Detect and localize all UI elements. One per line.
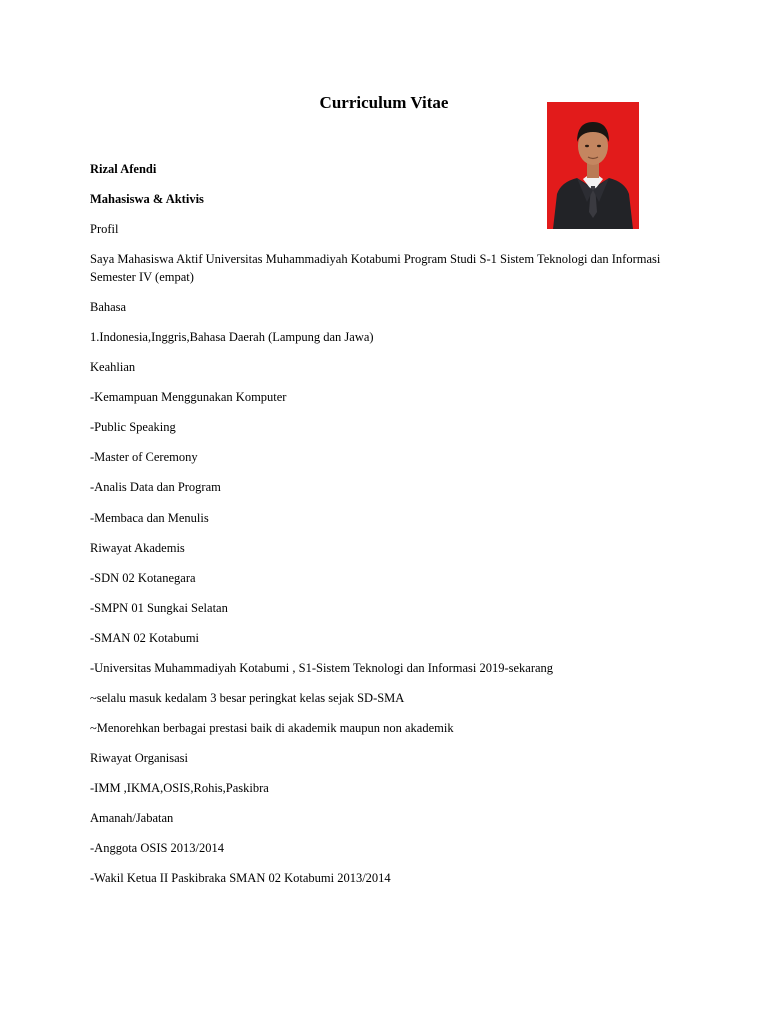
organization-heading: Riwayat Organisasi <box>90 751 189 765</box>
person-name: Rizal Afendi <box>90 162 157 176</box>
position-item: -Anggota OSIS 2013/2014 <box>90 841 225 855</box>
skill-item: -Kemampuan Menggunakan Komputer <box>90 390 287 404</box>
position-item: -Wakil Ketua II Paskibraka SMAN 02 Kotabumi 2013/2014 <box>90 871 391 885</box>
person-role: Mahasiswa & Aktivis <box>90 192 204 206</box>
position-heading: Amanah/Jabatan <box>90 811 174 825</box>
academic-item: -Universitas Muhammadiyah Kotabumi , S1-Sistem Teknologi dan Informasi 2019-sekarang <box>90 661 554 675</box>
profile-heading: Profil <box>90 222 119 236</box>
organization-text: -IMM ,IKMA,OSIS,Rohis,Paskibra <box>90 781 269 795</box>
document-title: Curriculum Vitae <box>319 93 449 112</box>
skill-item: -Analis Data dan Program <box>90 480 221 494</box>
skill-item: -Public Speaking <box>90 420 176 434</box>
person-portrait-icon <box>547 102 639 229</box>
profile-photo <box>547 102 639 229</box>
academic-heading: Riwayat Akademis <box>90 541 185 555</box>
skill-item: -Membaca dan Menulis <box>90 511 209 525</box>
academic-item: -SMPN 01 Sungkai Selatan <box>90 601 228 615</box>
academic-item: ~selalu masuk kedalam 3 besar peringkat kelas sejak SD-SMA <box>90 691 405 705</box>
language-text: 1.Indonesia,Inggris,Bahasa Daerah (Lampung dan Jawa) <box>90 330 374 344</box>
skills-heading: Keahlian <box>90 360 136 374</box>
language-heading: Bahasa <box>90 300 127 314</box>
profile-text: Saya Mahasiswa Aktif Universitas Muhammadiyah Kotabumi Program Studi S-1 Sistem Teknologi dan Informasi Semester IV (empat) <box>90 252 661 284</box>
academic-item: -SDN 02 Kotanegara <box>90 571 196 585</box>
academic-item: -SMAN 02 Kotabumi <box>90 631 200 645</box>
skill-item: -Master of Ceremony <box>90 450 198 464</box>
academic-item: ~Menorehkan berbagai prestasi baik di akademik maupun non akademik <box>90 721 454 735</box>
